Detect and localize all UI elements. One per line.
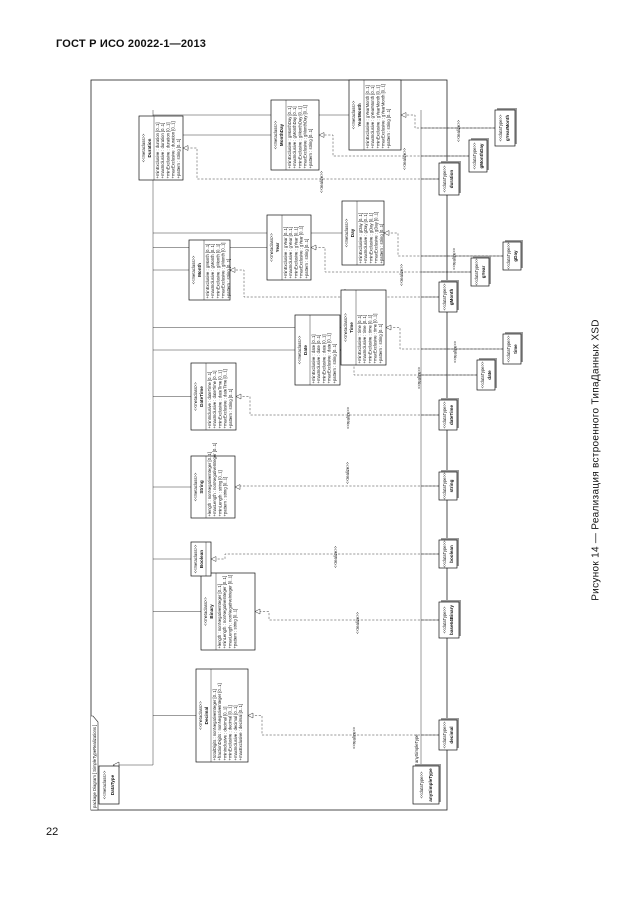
datatype-name: gMonth <box>449 288 454 306</box>
datatype-name: date <box>487 370 492 380</box>
metaclass-name: String <box>199 480 204 494</box>
datatype-name: decimal <box>449 726 454 744</box>
diagram-frame <box>91 80 447 810</box>
realize-label: <<realize>> <box>451 247 457 270</box>
metaclass-stereotype: <<metaclass>> <box>269 233 274 262</box>
metaclass-attribute: +maxInclusive : time [0..1] <box>362 314 368 364</box>
metaclass-stereotype: <<metaclass>> <box>351 100 356 130</box>
metaclass-stereotype: <<metaclass>> <box>193 472 198 502</box>
datatype-name: gYearMonth <box>505 114 510 142</box>
realize-label: <<realize>> <box>456 119 461 142</box>
metaclass-name: YearMonth <box>357 103 362 127</box>
metaclass-attribute: +maxExclusive : gYearMonth [0..1] <box>380 84 386 149</box>
metaclass-attribute: +maxExclusive : duration [0..1] <box>170 121 176 179</box>
metaclass-attribute: +minExclusive : gYear [0..1] <box>293 226 299 279</box>
metaclass-attribute: +minExclusive : gMonth [0..1] <box>205 243 210 299</box>
base-stereotype: <<dataType>> <box>419 771 424 799</box>
metaclass-attribute: +maxLength : nonNegativeInteger [0..1] <box>227 574 233 649</box>
frame-tab: package Diagram [ SimpleTypeRealizations ] <box>92 724 97 808</box>
metaclass-attribute: +maxInclusive : duration [0..1] <box>160 122 166 179</box>
realize-label: <<realize>> <box>402 147 407 170</box>
metaclass-attribute: +minExclusive : gDay [0..1] <box>368 212 374 264</box>
metaclass-attribute: +maxExclusive : gMonth [0..1] <box>220 242 226 299</box>
datatype-stereotype: <<dataType>> <box>498 114 503 142</box>
figure-caption: Рисунок 14 — Реализация встроенного ТипаДанных XSD <box>590 319 602 601</box>
metaclass-attribute: +maxInclusive : date [0..1] <box>316 334 322 384</box>
metaclass-attribute: +length : nonNegativeInteger [0..1] <box>207 452 212 517</box>
metaclass-name: MonthDay <box>279 123 284 147</box>
metaclass-attribute: +maxExclusive : gDay [0..1] <box>373 211 379 264</box>
datatype-name: string <box>449 479 454 493</box>
metaclass-attribute: +maxExclusive : decimal [0..1] <box>238 704 243 761</box>
datatype-name: duration <box>449 169 454 189</box>
metaclass-attribute: +pattern : string [0..1] <box>227 388 233 429</box>
root-name: DataType <box>110 774 115 796</box>
metaclass-attribute: +maxInclusive : gMonth [0..1] <box>210 243 216 299</box>
metaclass-stereotype: <<metaclass>> <box>297 335 302 365</box>
realize-label: <<realize>> <box>355 611 360 634</box>
datatype-stereotype: <<dataType>> <box>442 472 447 500</box>
datatype-stereotype: <<dataType>> <box>506 242 511 270</box>
metaclass-attribute: +minExclusive : gYearMonth [0..1] <box>365 85 370 149</box>
metaclass-stereotype: <<metaclass>> <box>203 597 208 626</box>
metaclass-name: Duration <box>147 138 152 158</box>
realize-label: <<realize>> <box>319 170 324 193</box>
metaclass-attribute: +maxInclusive : dateTime [0..1] <box>212 370 218 429</box>
metaclass-attribute: +pattern : string [0..1] <box>175 138 181 179</box>
metaclass-attribute: +maxInclusive : decimal [0..1] <box>232 705 238 761</box>
realize-label: <<realize>> <box>333 545 338 568</box>
metaclass-name: Decimal <box>204 706 209 725</box>
datatype-stereotype: <<dataType>> <box>474 258 479 286</box>
metaclass-attribute: +minExclusive : gYear [0..1] <box>283 226 288 279</box>
metaclass-attribute: +minExclusive : decimal [0..1] <box>227 705 233 761</box>
datatype-stereotype: <<dataType>> <box>442 540 447 568</box>
metaclass-attribute: +minExclusive : duration [0..1] <box>155 122 160 179</box>
metaclass-attribute: +minLength : nonNegativeInteger [0..1] <box>222 575 228 649</box>
metaclass-attribute: +pattern : string [0..1] <box>303 238 309 279</box>
metaclass-attribute: +maxInclusive : gYearMonth [0..1] <box>370 85 376 149</box>
metaclass-attribute: +pattern : string [0..1] <box>307 128 313 169</box>
document-header: ГОСТ Р ИСО 20022-1—2013 <box>56 38 207 50</box>
metaclass-attribute: +minExclusive : gMonthDay [0..1] <box>297 106 303 169</box>
metaclass-attribute: +pattern : string [0..1] <box>377 323 383 364</box>
datatype-stereotype: <<dataType>> <box>480 361 485 389</box>
metaclass-attribute: +maxExclusive : gMonthDay [0..1] <box>302 105 308 169</box>
metaclass-attribute: +maxInclusive : gYear [0..1] <box>288 227 294 279</box>
metaclass-attribute: +pattern : string [0..1] <box>385 108 391 149</box>
metaclass-attribute: +minExclusive : date [0..1] <box>311 334 316 384</box>
metaclass-attribute: +minLength : string [0..1] <box>217 470 223 517</box>
datatype-stereotype: <<dataType>> <box>472 142 477 170</box>
metaclass-name: Time <box>349 322 354 333</box>
metaclass-attribute: +minInclusive : decimal [0..1] <box>222 706 228 761</box>
metaclass-attribute: +maxExclusive : dateTime [0..1] <box>222 369 228 429</box>
realize-label: <<realize>> <box>399 263 404 286</box>
metaclass-attribute: +maxExclusive : time [0..1] <box>372 313 378 364</box>
realize-label: <<realize>> <box>345 406 351 429</box>
datatype-name: gDay <box>513 250 518 262</box>
metaclass-stereotype: <<metaclass>> <box>343 313 348 342</box>
metaclass-attribute: +pattern : string [0..1] <box>222 476 228 517</box>
metaclass-attribute: +minExclusive : time [0..1] <box>367 314 373 364</box>
base-spine-label: anySimpleType <box>414 734 419 763</box>
metaclass-attribute: +pattern : string [0..1] <box>225 258 231 299</box>
base-name: anySimpleType <box>428 768 433 802</box>
datatype-name: gMonthDay <box>479 143 484 169</box>
datatype-stereotype: <<dataType>> <box>442 721 447 749</box>
metaclass-attribute: +minInclusive : dateTime [0..1] <box>207 371 212 429</box>
metaclass-stereotype: <<metaclass>> <box>191 255 196 285</box>
metaclass-name: Day <box>350 228 355 238</box>
datatype-stereotype: <<dataType>> <box>442 283 447 311</box>
metaclass-attribute: +minExclusive : gDay [0..1] <box>358 212 363 264</box>
datatype-stereotype: <<dataType>> <box>506 335 511 363</box>
metaclass-attribute: +totalDigits : nonNegativeInteger [0..1] <box>212 689 217 761</box>
metaclass-attribute: +maxLength : nonNegativeInteger [0..1] <box>212 442 218 517</box>
metaclass-stereotype: <<metaclass>> <box>193 382 198 411</box>
metaclass-attribute: +minExclusive : gYearMonth [0..1] <box>375 85 381 149</box>
realize-label: <<realize>> <box>452 340 458 363</box>
metaclass-attribute: +length : nonNegativeInteger [0..1] <box>217 584 222 649</box>
metaclass-attribute: +pattern : string [0..1] <box>331 343 337 384</box>
metaclass-attribute: +minExclusive : dateTime [0..1] <box>217 370 223 429</box>
metaclass-stereotype: <<metaclass>> <box>198 701 203 730</box>
metaclass-name: Binary <box>209 604 214 619</box>
datatype-name: base64Binary <box>449 605 454 635</box>
base-box <box>413 766 439 804</box>
datatype-name: dateTime <box>449 404 454 426</box>
metaclass-attribute: +minExclusive : duration [0..1] <box>165 122 171 179</box>
metaclass-stereotype: <<metaclass>> <box>193 544 198 574</box>
metaclass-attribute: +maxInclusive : gDay [0..1] <box>363 213 369 264</box>
datatype-name: gYear <box>481 265 486 279</box>
datatype-stereotype: <<dataType>> <box>442 401 447 429</box>
realize-label: <<realize>> <box>351 726 357 749</box>
root-stereotype: <<metaclass>> <box>102 770 107 800</box>
metaclass-attribute: +pattern : string [0..1] <box>232 608 238 649</box>
realize-label: <<realize>> <box>416 366 422 389</box>
realize-label: <<realize>> <box>345 461 350 484</box>
metaclass-attribute: +maxInclusive : gMonthDay [0..1] <box>292 106 298 169</box>
metaclass-attribute: +maxExclusive : gYear [0..1] <box>298 225 304 279</box>
metaclass-attribute: +minExclusive : gMonthDay [0..1] <box>287 106 292 169</box>
metaclass-stereotype: <<metaclass>> <box>344 218 349 248</box>
datatype-name: boolean <box>449 545 454 563</box>
metaclass-attribute: +fractionDigits : nonNegativeInteger [0..1] <box>217 683 223 761</box>
datatype-stereotype: <<dataType>> <box>442 606 447 634</box>
datatype-name: time <box>513 344 518 354</box>
metaclass-attribute: +minExclusive : gMonth [0..1] <box>215 243 221 299</box>
page-number: 22 <box>46 826 59 838</box>
datatype-stereotype: <<dataType>> <box>442 165 447 193</box>
metaclass-attribute: +minExclusive : time [0..1] <box>357 314 362 364</box>
metaclass-name: DateTime <box>199 386 204 407</box>
metaclass-attribute: +minExclusive : date [0..1] <box>321 334 327 384</box>
metaclass-name: Boolean <box>199 549 204 569</box>
metaclass-name: Date <box>303 345 308 355</box>
metaclass-stereotype: <<metaclass>> <box>273 120 278 150</box>
metaclass-stereotype: <<metaclass>> <box>141 133 146 163</box>
metaclass-name: Month <box>197 263 202 277</box>
metaclass-attribute: +maxExclusive : date [0..1] <box>326 333 332 384</box>
metaclass-attribute: +pattern : string [0..1] <box>378 223 384 264</box>
metaclass-name: Year <box>275 242 280 253</box>
